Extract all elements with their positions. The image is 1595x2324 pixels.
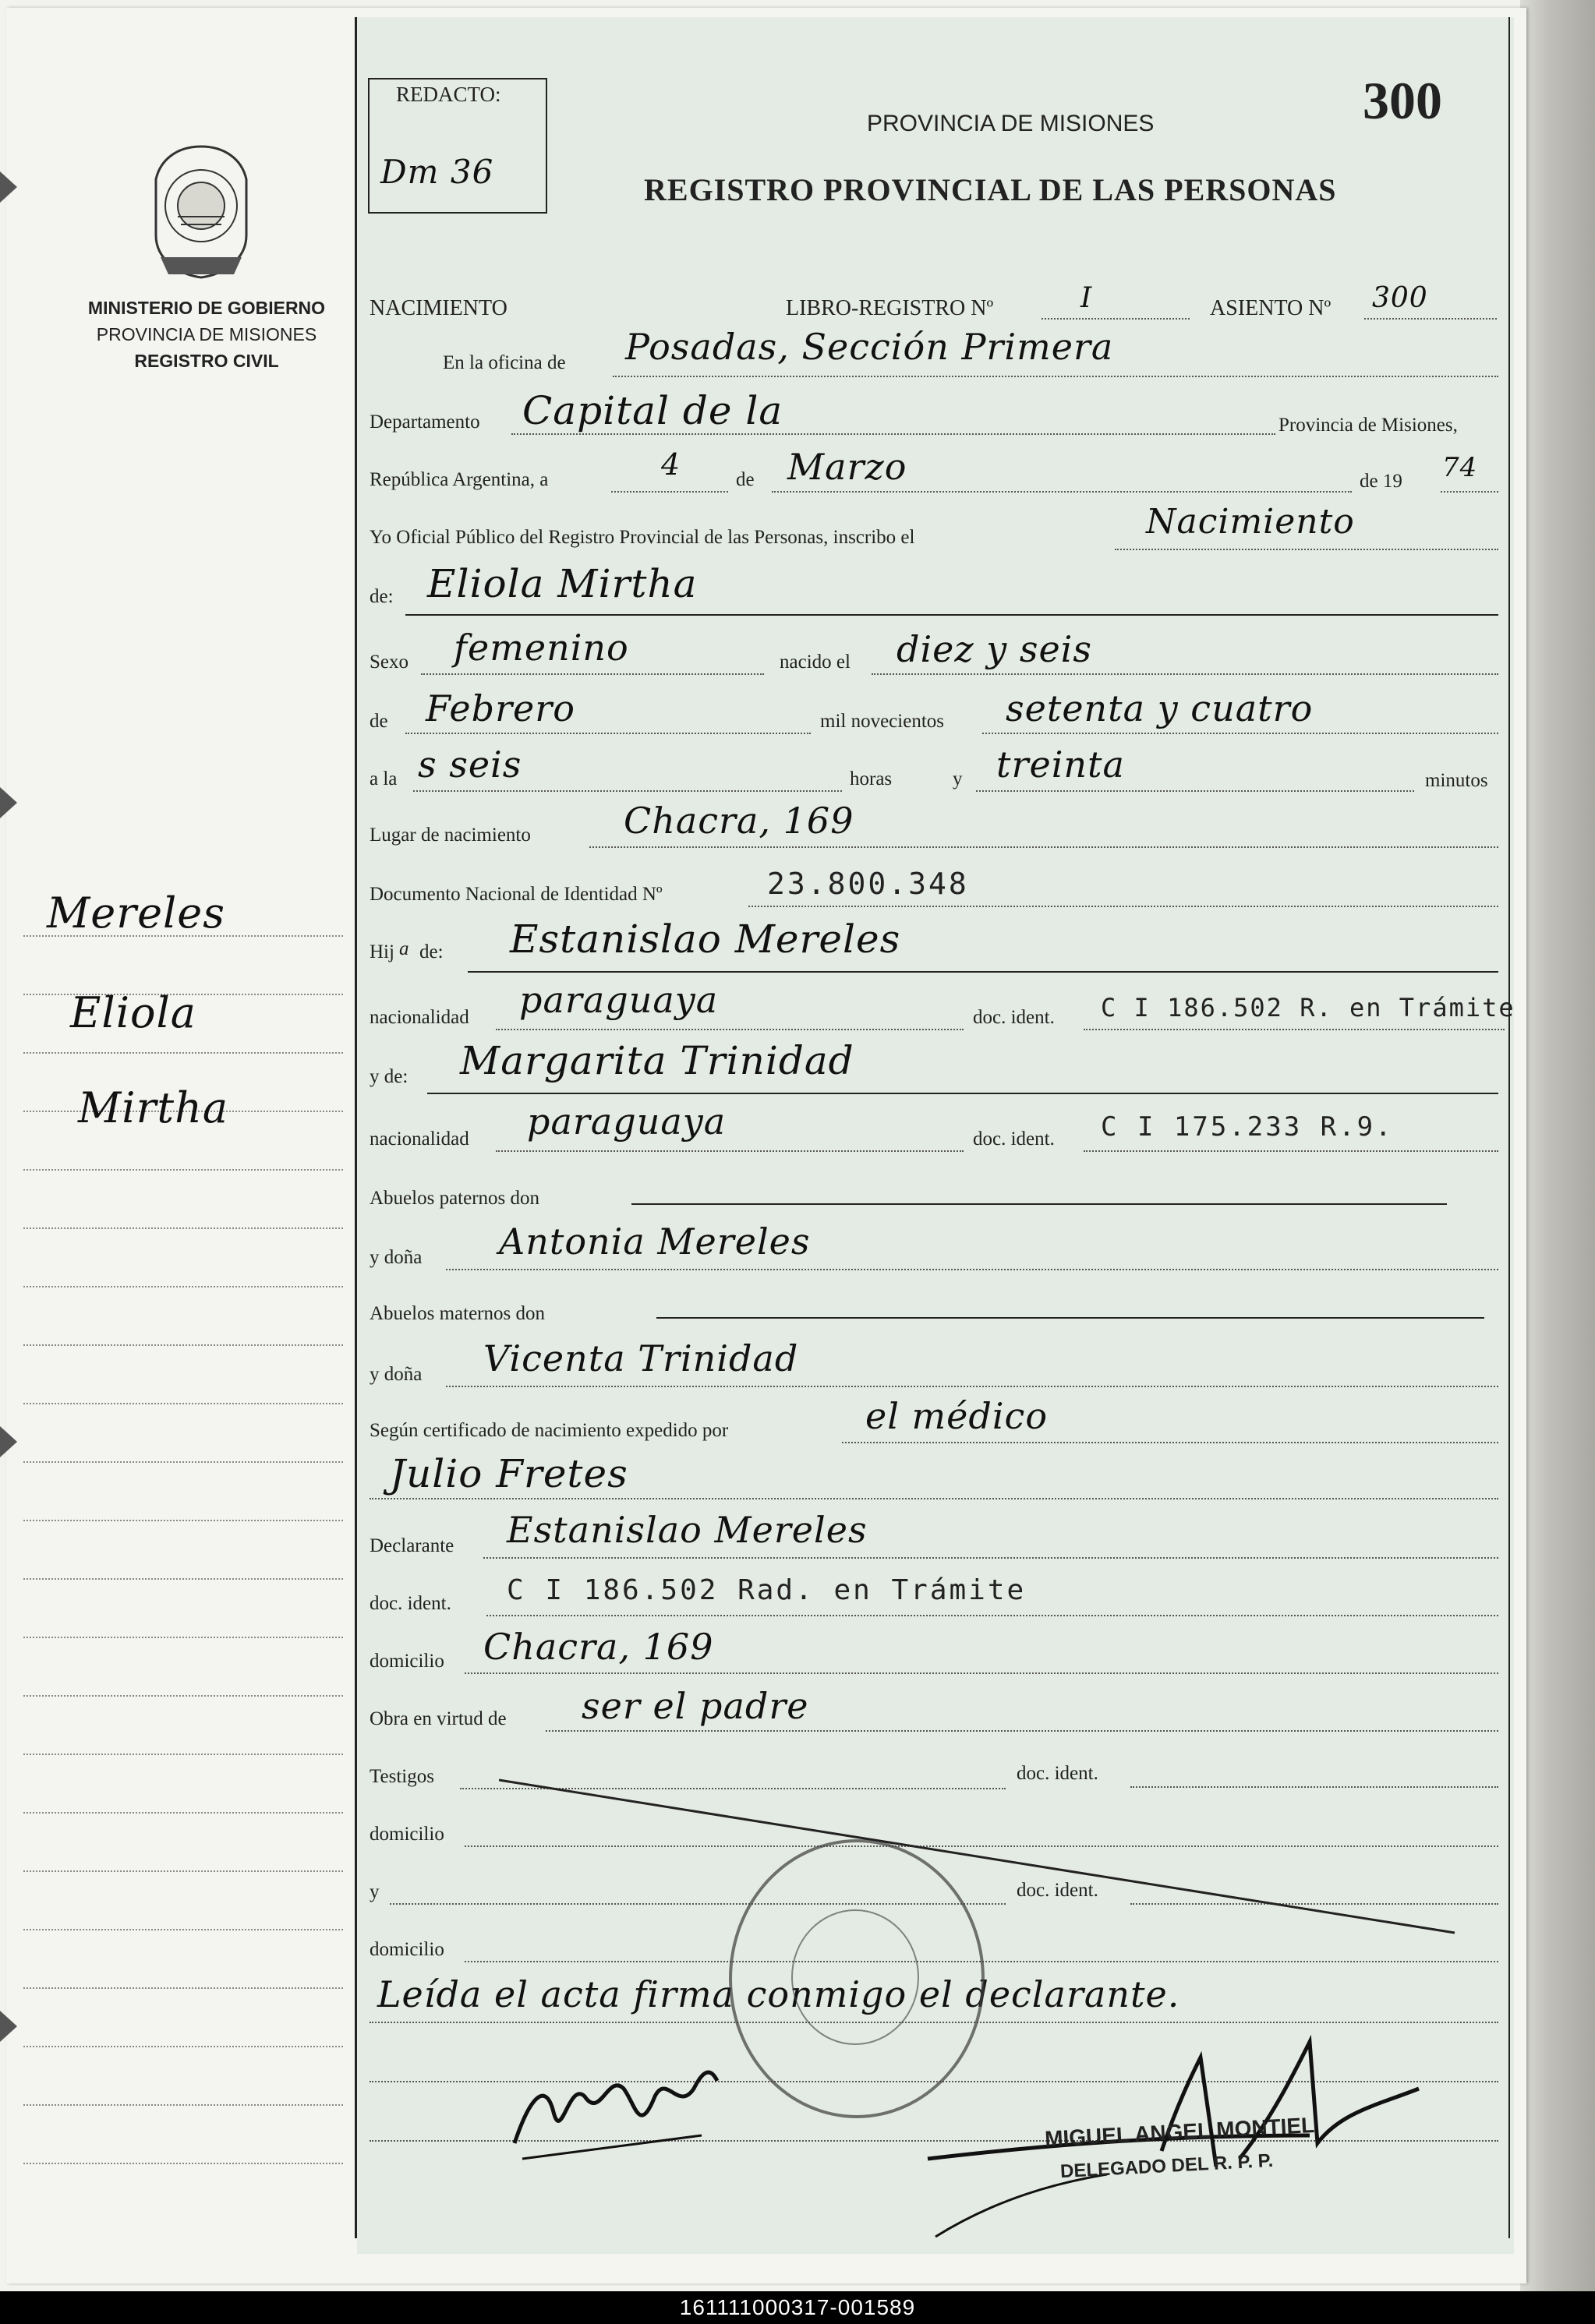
certificado-label: Según certificado de nacimiento expedido por <box>370 1420 729 1441</box>
dotted-line <box>976 790 1414 792</box>
horas-label: horas <box>850 768 893 789</box>
margin-line <box>23 1344 343 1346</box>
hora-value: s seis <box>418 743 522 786</box>
docident-padre-label: doc. ident. <box>973 1007 1055 1028</box>
oficina-value: Posadas, Sección Primera <box>625 326 1114 368</box>
provincial-emblem-icon <box>147 142 256 282</box>
solid-line <box>427 1093 1498 1094</box>
minutos-value: treinta <box>996 743 1125 786</box>
nacimiento-label: NACIMIENTO <box>370 296 508 320</box>
dotted-line <box>1084 1150 1498 1152</box>
abuelos-mat-label: Abuelos maternos don <box>370 1303 545 1324</box>
de-mes-label: de <box>370 711 388 732</box>
nacionalidad-padre-label: nacionalidad <box>370 1007 469 1028</box>
inscribo-value: Nacimiento <box>1146 502 1355 542</box>
dotted-line <box>1441 491 1498 493</box>
domicilio-testigo1-label: domicilio <box>370 1824 444 1845</box>
dotted-line <box>1042 318 1190 320</box>
obra-label: Obra en virtud de <box>370 1708 507 1729</box>
yde-label: y de: <box>370 1066 408 1087</box>
nombre-value: Eliola Mirtha <box>427 561 698 606</box>
margin-line <box>23 2163 343 2164</box>
declarante-label: Declarante <box>370 1535 454 1556</box>
dotted-line <box>546 1730 1498 1732</box>
ministry-line1: MINISTERIO DE GOBIERNO <box>87 298 326 318</box>
dotted-line <box>405 733 811 734</box>
margin-line <box>23 1812 343 1814</box>
delegado-title: DELEGADO DEL R. P. P. <box>1059 2149 1274 2183</box>
right-border <box>1508 17 1510 2238</box>
asiento-label: ASIENTO Nº <box>1210 296 1332 320</box>
ydona-mat-label: y doña <box>370 1364 423 1385</box>
seal-emblem <box>791 1909 919 2045</box>
certificado-value: el médico <box>865 1395 1049 1437</box>
dotted-line <box>421 673 764 675</box>
registry-title: REGISTRO PROVINCIAL DE LAS PERSONAS <box>644 172 1337 207</box>
anio-nac-value: setenta y cuatro <box>1006 687 1314 729</box>
redacto-value: Dm 36 <box>380 153 494 191</box>
dotted-line <box>483 1557 1498 1559</box>
provincia-label: Provincia de Misiones, <box>1278 415 1458 436</box>
doc-madre-value: C I 175.233 R.9. <box>1101 1111 1394 1143</box>
padre-value: Estanislao Mereles <box>510 917 901 962</box>
y-testigo2-label: y <box>370 1881 380 1902</box>
dotted-line <box>413 790 842 792</box>
departamento-value: Capital de la <box>522 388 783 433</box>
oficina-label: En la oficina de <box>443 352 566 373</box>
solid-line <box>468 971 1498 973</box>
dotted-line <box>748 906 1498 907</box>
nac-madre-value: paraguaya <box>527 1100 727 1143</box>
docident-testigo2-label: doc. ident. <box>1017 1880 1098 1901</box>
delegado-name: MIGUEL ANGEL MONTIEL <box>1044 2112 1315 2152</box>
dotted-line <box>842 1442 1498 1443</box>
margin-line <box>23 1987 343 1989</box>
margin-line <box>23 1052 343 1054</box>
ministry-line3: REGISTRO CIVIL <box>134 351 279 371</box>
archive-id-footer: 161111000317-001589 <box>0 2291 1595 2324</box>
dotted-line <box>1115 549 1498 550</box>
hij-label: Hij <box>370 941 394 962</box>
margin-line <box>23 1695 343 1697</box>
dotted-line <box>496 1150 964 1152</box>
margin-line <box>23 1520 343 1521</box>
de19-label: de 19 <box>1360 471 1402 492</box>
margin-note-name1: Eliola <box>70 988 196 1037</box>
testigos-label: Testigos <box>370 1766 434 1787</box>
hij-de-label: de: <box>419 941 444 962</box>
testigos-cross-line <box>499 1777 1458 1948</box>
ydona-pat-label: y doña <box>370 1247 423 1268</box>
nacionalidad-madre-label: nacionalidad <box>370 1128 469 1150</box>
dotted-line <box>872 673 1498 675</box>
dia-value: 4 <box>661 447 681 482</box>
libro-label: LIBRO-REGISTRO Nº <box>786 296 994 320</box>
margin-line <box>23 1169 343 1171</box>
solid-line <box>656 1317 1484 1319</box>
sexo-label: Sexo <box>370 652 408 673</box>
dotted-line <box>589 846 1498 848</box>
docident-declarante-label: doc. ident. <box>370 1593 451 1614</box>
dotted-line <box>370 1498 1498 1499</box>
redacto-label: REDACTO: <box>396 83 501 106</box>
anio-value: 74 <box>1442 452 1478 483</box>
margin-line <box>23 1929 343 1930</box>
hij-suffix: a <box>399 938 409 959</box>
mes-value: Marzo <box>787 446 907 488</box>
margin-line <box>23 1403 343 1404</box>
margin-line <box>23 1578 343 1580</box>
minutos-label: minutos <box>1425 770 1488 791</box>
margin-note-name2: Mirtha <box>78 1083 229 1132</box>
republica-label: República Argentina, a <box>370 469 549 490</box>
margin-line <box>23 2104 343 2106</box>
doc-padre-value: C I 186.502 R. en Trámite <box>1101 993 1515 1022</box>
madre-value: Margarita Trinidad <box>460 1038 854 1083</box>
de-nombre-label: de: <box>370 586 394 607</box>
leida-value: Leída el acta firma conmigo el declarante. <box>377 1973 1180 2015</box>
dotted-line <box>982 733 1498 734</box>
margin-line <box>23 2046 343 2047</box>
abuela-mat-value: Vicenta Trinidad <box>483 1337 799 1379</box>
sexo-value: femenino <box>454 627 629 669</box>
dotted-line <box>511 433 1275 435</box>
de-label: de <box>736 469 755 490</box>
dni-value: 23.800.348 <box>767 867 969 901</box>
docident-madre-label: doc. ident. <box>973 1128 1055 1150</box>
margin-line <box>23 1286 343 1287</box>
binder-edge <box>1520 0 1595 2291</box>
margin-line <box>23 1461 343 1463</box>
mil-label: mil novecientos <box>820 711 944 732</box>
margin-line <box>23 1754 343 1755</box>
departamento-label: Departamento <box>370 411 480 433</box>
dotted-line <box>1364 318 1497 320</box>
dotted-line <box>465 1672 1498 1674</box>
margin-divider <box>355 17 357 2238</box>
dni-label: Documento Nacional de Identidad Nº <box>370 884 663 905</box>
declarante-value: Estanislao Mereles <box>507 1509 868 1551</box>
dotted-line <box>496 1029 964 1030</box>
dotted-line <box>1084 1029 1505 1030</box>
dotted-line <box>446 1386 1498 1387</box>
obra-value: ser el padre <box>582 1685 809 1727</box>
asiento-value: 300 <box>1372 282 1428 314</box>
dotted-line <box>772 491 1352 493</box>
ministry-line2: PROVINCIA DE MISIONES <box>96 324 317 344</box>
yo-oficial-label: Yo Oficial Público del Registro Provincial de las Personas, inscribo el <box>370 527 915 548</box>
libro-value: I <box>1080 282 1093 314</box>
declarant-signature <box>499 2050 733 2167</box>
margin-line <box>23 1227 343 1229</box>
y-label: y <box>953 768 963 789</box>
dotted-line <box>486 1615 1498 1616</box>
nacido-label: nacido el <box>780 652 851 673</box>
dotted-line <box>611 491 728 493</box>
nacido-value: diez y seis <box>897 628 1092 670</box>
medico-value: Julio Fretes <box>390 1451 628 1496</box>
docident-testigo1-label: doc. ident. <box>1017 1763 1098 1784</box>
dotted-line <box>613 376 1498 377</box>
mes-nac-value: Febrero <box>426 687 575 729</box>
abuelos-pat-label: Abuelos paternos don <box>370 1188 540 1209</box>
doc-declarante-value: C I 186.502 Rad. en Trámite <box>507 1574 1027 1606</box>
solid-line <box>631 1203 1447 1205</box>
lugar-label: Lugar de nacimiento <box>370 825 531 846</box>
domicilio-value: Chacra, 169 <box>483 1626 714 1668</box>
domicilio-testigo2-label: domicilio <box>370 1939 444 1960</box>
lugar-value: Chacra, 169 <box>624 800 854 842</box>
ala-label: a la <box>370 768 398 789</box>
dotted-line <box>446 1269 1498 1270</box>
page-number: 300 <box>1363 71 1442 130</box>
domicilio-label: domicilio <box>370 1651 444 1672</box>
margin-note-surname: Mereles <box>47 888 225 938</box>
abuela-pat-value: Antonia Mereles <box>499 1220 811 1263</box>
solid-line <box>405 614 1498 616</box>
province-title: PROVINCIA DE MISIONES <box>867 111 1155 136</box>
margin-line <box>23 1870 343 1872</box>
margin-line <box>23 1637 343 1638</box>
nac-padre-value: paraguaya <box>519 979 719 1021</box>
